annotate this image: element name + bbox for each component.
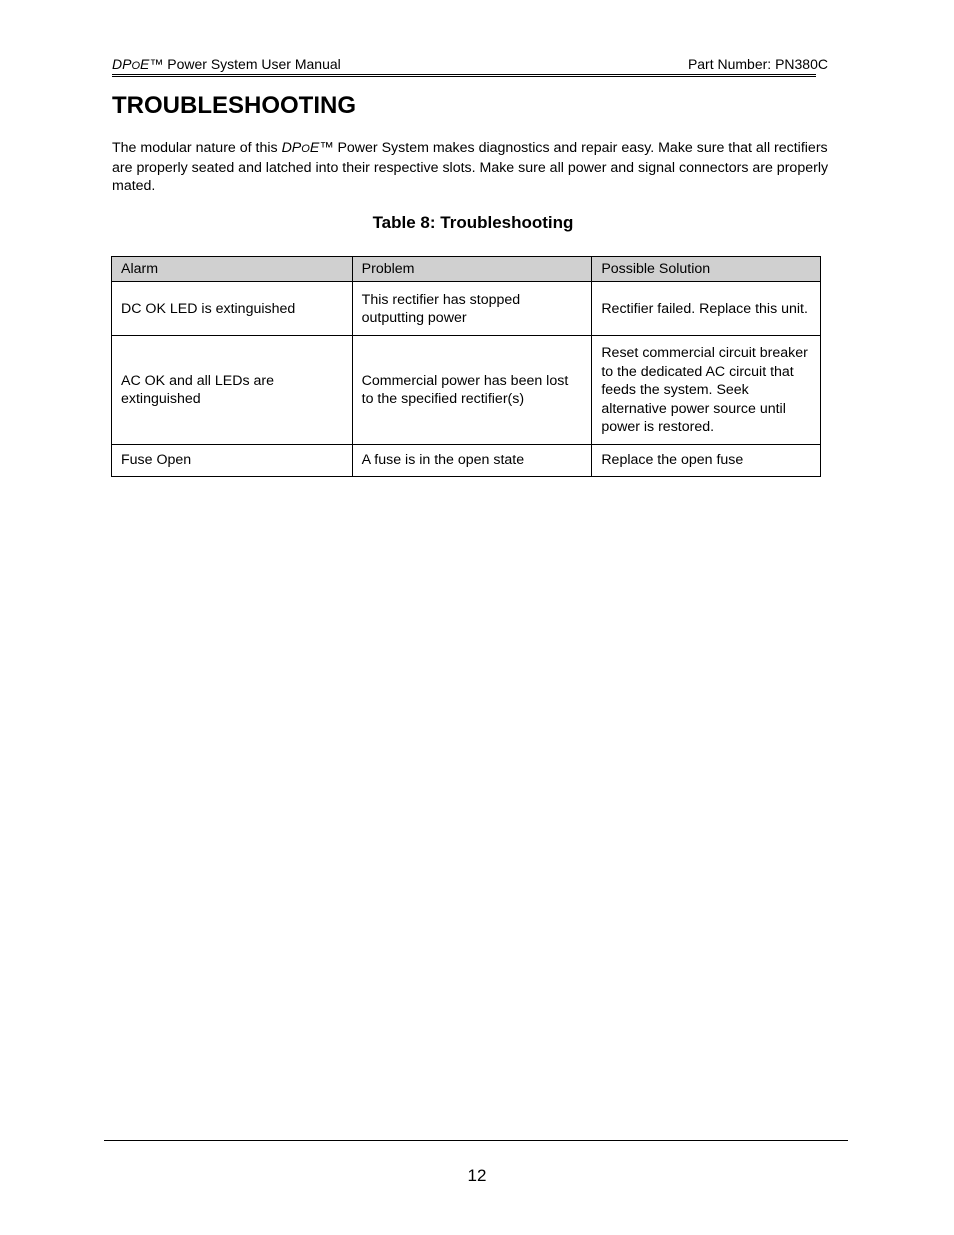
table-row (112, 282, 821, 336)
problem-cell: Commercial power has been lost to the specified rectifier(s) (352, 336, 592, 445)
table-row (112, 336, 821, 445)
table-row (112, 445, 821, 476)
alarm-cell: AC OK and all LEDs are extinguished (112, 336, 353, 445)
problem-cell: A fuse is in the open state (352, 445, 592, 476)
column-header-alarm: Alarm (112, 257, 353, 282)
part-number: Part Number: PN380C (687, 56, 828, 72)
manual-title: DPOE™ Power System User Manual (112, 56, 341, 72)
column-header-problem: Problem (352, 257, 592, 282)
solution-cell: Replace the open fuse (592, 445, 821, 476)
intro-paragraph: The modular nature of this DPOE™ Power System makes diagnostics and repair easy. Make sure that all rectifiers are properly seated and latched into their respective slots. Make sure all power and signal connectors are properly mated. (112, 140, 829, 195)
problem-cell: This rectifier has stopped outputting power (352, 282, 592, 336)
solution-cell: Rectifier failed. Replace this unit. (592, 282, 821, 336)
column-header-solution: Possible Solution (592, 257, 821, 282)
page-number: 12 (467, 1166, 487, 1185)
alarm-cell: DC OK LED is extinguished (112, 282, 353, 336)
table-header-row (112, 257, 821, 282)
solution-cell: Reset commercial circuit breaker to the dedicated AC circuit that feeds the system. Seek alternative power source until power is restored. (592, 336, 821, 445)
troubleshooting-table (111, 256, 821, 477)
footer-rule (104, 1140, 848, 1141)
table-caption: Table 8: Troubleshooting (372, 213, 574, 232)
header-rule (112, 74, 816, 77)
section-title: TROUBLESHOOTING (112, 92, 356, 119)
alarm-cell: Fuse Open (112, 445, 353, 476)
